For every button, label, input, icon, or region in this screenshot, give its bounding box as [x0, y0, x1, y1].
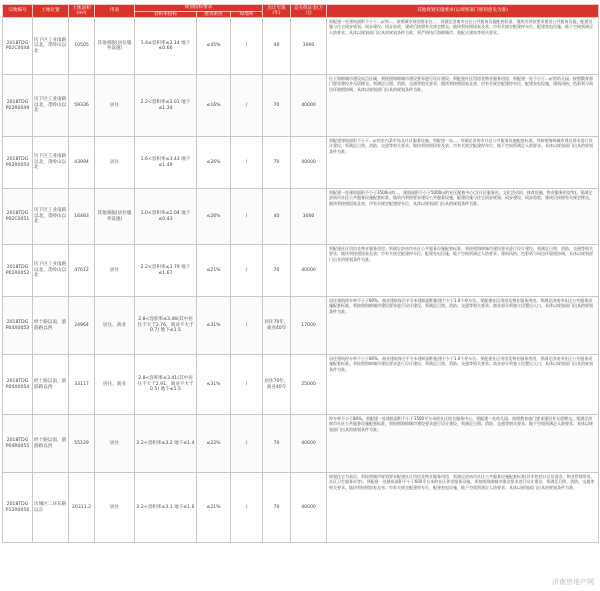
- far-cell: 2.2<容积率≤3.2 地下≤1.4: [135, 415, 197, 473]
- table-row: [3, 473, 599, 543]
- density-cell: ≤26%: [197, 189, 231, 245]
- location-cell: 经十路以南，旅游路以西: [33, 415, 69, 473]
- deposit-cell: 40000: [291, 473, 327, 543]
- notes-cell: 须配建社区用房及物业服务用房，须满足济南市社区公共服务设施配套标准。须按照海绵城市建设要求进行设计建设，须满足日照、消防、交通等相关要求，地块须按照国家及省、市有关规定配建停车位，配建充电设施，地下空间须满足人防要求。建筑风格、色彩须与周边环境相协调，具体以规划部门出具的规划条件为准。: [327, 245, 599, 297]
- density-cell: ≤45%: [197, 18, 231, 75]
- col-deposit: 竞买保证金(万元): [291, 5, 327, 18]
- area-cell: 33117: [69, 355, 95, 415]
- use-cell: 居住、商业: [95, 355, 135, 415]
- table-row: [3, 415, 599, 473]
- far-cell: 2.2<容积率≤3.1 地下≤1.6: [135, 473, 197, 543]
- far-cell: 1.4≤容积率≤2.14 地下≤0.66: [135, 18, 197, 75]
- area-cell: 47612: [69, 245, 95, 297]
- deposit-cell: 40000: [291, 415, 327, 473]
- table-row: [3, 297, 599, 355]
- lot-no-cell: 2018TDG P02R0052: [3, 245, 33, 297]
- area-cell: 43994: [69, 137, 95, 189]
- density-cell: ≤21%: [197, 473, 231, 543]
- density-cell: ≤31%: [197, 355, 231, 415]
- deposit-cell: 40000: [291, 75, 327, 137]
- table-row: [3, 137, 599, 189]
- location-cell: 历下区工业南路以北，茂岭山以北: [33, 75, 69, 137]
- area-cell: 59336: [69, 75, 95, 137]
- notes-cell: 须配建建筑面积不小于...㎡的室内菜市场及社区服务设施，须配建一处...，须满足济南市社区公共服务设施配套标准。须按照海绵城市建设要求进行设计建设，须满足日照、消防、交通等相关要求，地块须按照国家及省、市有关规定配建停车位，地下空间须满足人防要求。具体以规划部门出具的规划条件为准。: [327, 137, 599, 189]
- far-cell: 1.6<容积率≤3.43 地下≤1.49: [135, 137, 197, 189]
- green-cell: /: [231, 18, 263, 75]
- far-cell: 1.0<容积率≤1.04 地下≤0.43: [135, 189, 197, 245]
- col-term: 出让年限(年): [263, 5, 291, 18]
- green-cell: /: [231, 415, 263, 473]
- deposit-cell: 40000: [291, 245, 327, 297]
- use-cell: 居住: [95, 137, 135, 189]
- far-cell: 2.2<容积率≤3.01 地下≤1.34: [135, 75, 197, 137]
- table-row: [3, 245, 599, 297]
- col-far: 容积率指标: [135, 11, 197, 18]
- deposit-cell: 3000: [291, 18, 327, 75]
- col-area: 土地面积(m²): [69, 5, 95, 18]
- table-row: [3, 189, 599, 245]
- table-row: [3, 18, 599, 75]
- green-cell: /: [231, 355, 263, 415]
- table-row: [3, 355, 599, 415]
- header-row: [3, 5, 599, 12]
- deposit-cell: 3000: [291, 189, 327, 245]
- location-cell: 历下区工业南路以北，茂岭山以北: [33, 18, 69, 75]
- use-cell: 居住: [95, 245, 135, 297]
- density-cell: ≤26%: [197, 137, 231, 189]
- area-cell: 10505: [69, 18, 95, 75]
- deposit-cell: 25000: [291, 355, 327, 415]
- far-cell: 2.8<容积率≤3.41(其中居住不大于2.91，商业不大于0.5) 地下≤1.5: [135, 355, 197, 415]
- notes-cell: 停车率不小于80%。须配建一处建筑面积不小于1500平方米的社区综合服务中心，须配建一处幼儿园，按照教育部门要求建设并无偿移交。须满足济南市社区公共服务设施配套标准，须按照海绵城市建设要求进行设计建设，须满足日照、消防、交通等相关要求，地下空间须满足人防要求，具体以规划部门出具的规划条件为准。: [327, 415, 599, 473]
- notes-cell: 规划住宅为高层，须按照城市规划要求配建社区用房及物业服务用房，须满足济南市社区公共服务设施配套标准(其中包括社区居委会、物业管理用房、社区卫生服务站等)，须配建一处建筑面积不小于600平方米的社区养老服务设施，须按照海绵城市建设要求进行设计建设，须满足日照、消防、交通等相关要求。地块须按照国家及省、市有关规定配建停车位，配建充电设施，地下空间须满足人防要求，具体以规划部门出具的规划条件为准。: [327, 473, 599, 543]
- watermark: 济南房地产网: [552, 578, 594, 586]
- term-cell: 居住70年，商业40年: [263, 355, 291, 415]
- location-cell: 经十路以南，旅游路以西: [33, 297, 69, 355]
- density-cell: ≤16%: [197, 75, 231, 137]
- term-cell: 70: [263, 473, 291, 543]
- green-cell: /: [231, 137, 263, 189]
- col-notes: 其他规划实施要求(以规划部门规划意见为准): [327, 5, 599, 18]
- lot-no-cell: 2018TDG P02C0048: [3, 18, 33, 75]
- green-cell: /: [231, 189, 263, 245]
- term-cell: 70: [263, 137, 291, 189]
- location-cell: 历下区工业南路以北，茂岭山以北: [33, 189, 69, 245]
- lot-no-cell: 2018TDG P04R0055: [3, 415, 33, 473]
- term-cell: 70: [263, 75, 291, 137]
- lot-no-cell: 2018TDG P12R0056: [3, 473, 33, 543]
- notes-cell: 位于海绵城市建设试点区域，须按照海绵城市建设要求进行设计建设。须配建社区用房及物业服务用房，须配建一处不小于...㎡的幼儿园，按照教育部门要求建设并无偿移交。须满足日照、消防、交通等相关要求，地块须按照国家及省、市有关规定配建停车位，配建充电设施。建筑风格、色彩须与周边环境相协调，具体以规划部门出具的规划条件为准。: [327, 75, 599, 137]
- green-cell: /: [231, 473, 263, 543]
- use-cell: 居住: [95, 75, 135, 137]
- term-cell: 居住70年，商业40年: [263, 297, 291, 355]
- area-cell: 20311.2: [69, 473, 95, 543]
- green-cell: /: [231, 297, 263, 355]
- term-cell: 70: [263, 415, 291, 473]
- use-cell: 居住: [95, 473, 135, 543]
- col-use: 用途: [95, 5, 135, 18]
- lot-no-cell: 2018TDG P02R0050: [3, 137, 33, 189]
- notes-cell: 居住建筑停车率不小于80%，商业建筑每百平方米建筑面积配建不少于1.0个停车位。须配建社区用房及物业服务用房，须满足济南市社区公共服务设施配套标准。须按照海绵城市建设要求进行设计建设，须满足日照、消防、交通等相关要求。商业部分须独立设置出入口，具体以规划部门出具的规划条件为准。: [327, 355, 599, 415]
- notes-cell: 居住建筑停车率不小于80%，商业建筑每百平方米建筑面积配建不少于1.0个停车位。须配建社区用房及物业服务用房，须满足济南市社区公共服务设施配套标准。须按照海绵城市建设要求进行设计建设，须满足日照、消防、交通等相关要求。商业部分须独立设置出入口，具体以规划部门出具的规划条件为准。: [327, 297, 599, 355]
- deposit-cell: 40000: [291, 137, 327, 189]
- area-cell: 24964: [69, 297, 95, 355]
- area-cell: 16483: [69, 189, 95, 245]
- deposit-cell: 17000: [291, 297, 327, 355]
- term-cell: 70: [263, 245, 291, 297]
- green-cell: /: [231, 245, 263, 297]
- use-cell: 居住、商业: [95, 297, 135, 355]
- table-row: [3, 75, 599, 137]
- location-cell: 历下区工业南路以北，茂岭山以北: [33, 137, 69, 189]
- lot-no-cell: 2018TDG P02R0049: [3, 75, 33, 137]
- notes-cell: 须配建一处建筑面积不小于...㎡的...，按照城市规划要求在...，须满足济南市社区公共服务设施配套标准，地块内须按要求建设公共服务设施，配建设施与住宅同步规划、同步建设、同步验收，建成后按照有关规定移交。地块须按照国家及省、市有关规定配建停车位，配建充电设施，地下空间须满足人防要求，具体以规划部门出具的规划条件为准。须严格执行海绵城市、装配式建筑等相关要求。: [327, 18, 599, 75]
- col-location: 土地位置: [33, 5, 69, 18]
- green-cell: /: [231, 75, 263, 137]
- col-lot-no: 宗地编号: [3, 5, 33, 18]
- far-cell: 2.2<容积率≤3.79 地下≤1.67: [135, 245, 197, 297]
- use-cell: 居住: [95, 415, 135, 473]
- land-listing-table: [2, 4, 599, 543]
- use-cell: 其他商服(居住服务设施): [95, 189, 135, 245]
- location-cell: 历城区二环东路以东: [33, 473, 69, 543]
- term-cell: 40: [263, 18, 291, 75]
- term-cell: 40: [263, 189, 291, 245]
- col-green: 绿地率: [231, 11, 263, 18]
- location-cell: 历下区工业南路以北，茂岭山以北: [33, 245, 69, 297]
- lot-no-cell: 2018TDG P02C0051: [3, 189, 33, 245]
- use-cell: 其他商服(居住服务设施): [95, 18, 135, 75]
- col-density: 建筑密度: [197, 11, 231, 18]
- location-cell: 经十路以南，旅游路以西: [33, 355, 69, 415]
- far-cell: 2.8<容积率≤3.46(其中居住不大于2.76，商业不大于0.7) 地下≤1.5: [135, 297, 197, 355]
- notes-cell: 须配建一处建筑面积不小于3500㎡的...，建筑面积不小于5000㎡的社区配套中心(含社区服务站、文化活动站、体育设施、物业服务用房等)。须满足济南市社区公共服务设施配套标准，地块内须按要求建设公共服务设施，配建设施与住宅同步规划、同步建设、同步验收，建成后按照有关规定移交。地块须按照国家及省、市有关规定配建停车位，具体以规划部门出具的规划条件为准。: [327, 189, 599, 245]
- density-cell: ≤22%: [197, 415, 231, 473]
- lot-no-cell: 2018TDG P04X0053: [3, 297, 33, 355]
- density-cell: ≤31%: [197, 297, 231, 355]
- lot-no-cell: 2018TDG P04X0054: [3, 355, 33, 415]
- density-cell: ≤21%: [197, 245, 231, 297]
- col-plan: 规划指标要求: [135, 5, 263, 12]
- area-cell: 55129: [69, 415, 95, 473]
